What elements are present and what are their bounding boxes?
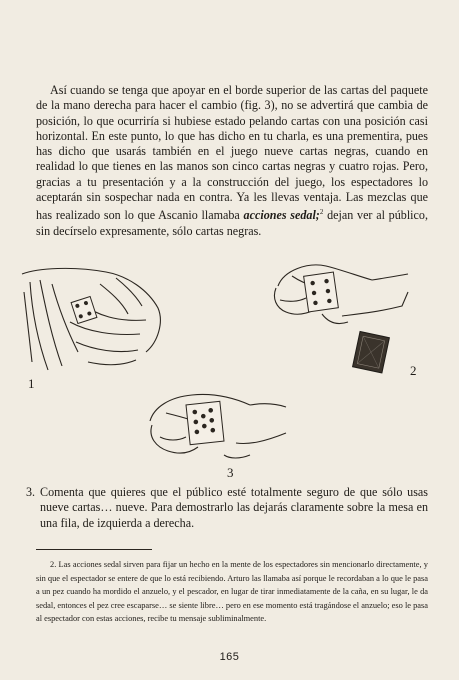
step-number: 3. (26, 485, 36, 499)
figure-2-illustration (262, 256, 422, 376)
paragraph-text: Así cuando se tenga que apoyar en el borde superior de las cartas del paquete de la mano derecha para hacer el cambio (fig. 3), no se advertirá que cambia de posición, lo que ocurriría si hubiese estado pelando cartas con una posición casi horizontal. En este punto, lo que has dicho en tu charla, es una prementira, pues has dicho que usarás también en el juego nueve cartas negras, cuando en realidad lo que tienes en las manos son cinco cartas negras y cuatro rojas. Pero, gracias a tu presentación y a la construcción del juego, los espectadores lo aceptarán sin sospechar nada en contra. Ya les llevas ventaja. Las mezclas que has realizado son lo que Ascanio llamaba (36, 83, 428, 223)
figure-1-illustration (18, 262, 168, 391)
step-text: Comenta que quieres que el público esté totalmente seguro de que sólo usas nueve cartas… nueve. Para demostrarlo las dejarás claramente sobre la mesa en una fila, de izquierda a derecha. (40, 485, 428, 530)
figure-label-1: 1 (28, 376, 35, 391)
numbered-step (26, 485, 428, 531)
card-held (304, 272, 339, 312)
figure-3-illustration (140, 385, 290, 480)
paragraph-text-end: dejan ver al público, sin decírselo expresamente, sólo cartas negras. (36, 208, 428, 238)
footnote-number: 2. (50, 560, 57, 569)
figure-label-3: 3 (227, 465, 234, 480)
figure-label-2: 2 (410, 363, 417, 378)
footnote-separator (36, 549, 152, 550)
card-back (353, 331, 390, 372)
card-four-of-clubs (71, 296, 97, 323)
card-front-spots (186, 401, 224, 444)
term-acciones-sedal: acciones sedal; (243, 208, 320, 223)
footnote-ref: 2 (319, 208, 324, 217)
page-number: 165 (219, 651, 240, 663)
footnote (36, 558, 428, 626)
footnote-text: Las acciones sedal sirven para fijar un hecho en la mente de los espectadores sin mencionarlo directamente, y sin que el espectador se entere de que lo está recibiendo. Arturo las llamaba así porque le recordaban a lo que le pasa a un pez cuando ha mordido el anzuelo, y el pescador, en lugar de tirar inmediatamente de la caña, en su lugar, le da sedal, entonces el pez cree escaparse… se siente libre… pero en ese momento está tragándose el anzuelo; eso le pasa al espectador con estas acciones, recibe tu mensaje subliminalmente. (36, 560, 428, 624)
body-paragraph (36, 83, 428, 239)
